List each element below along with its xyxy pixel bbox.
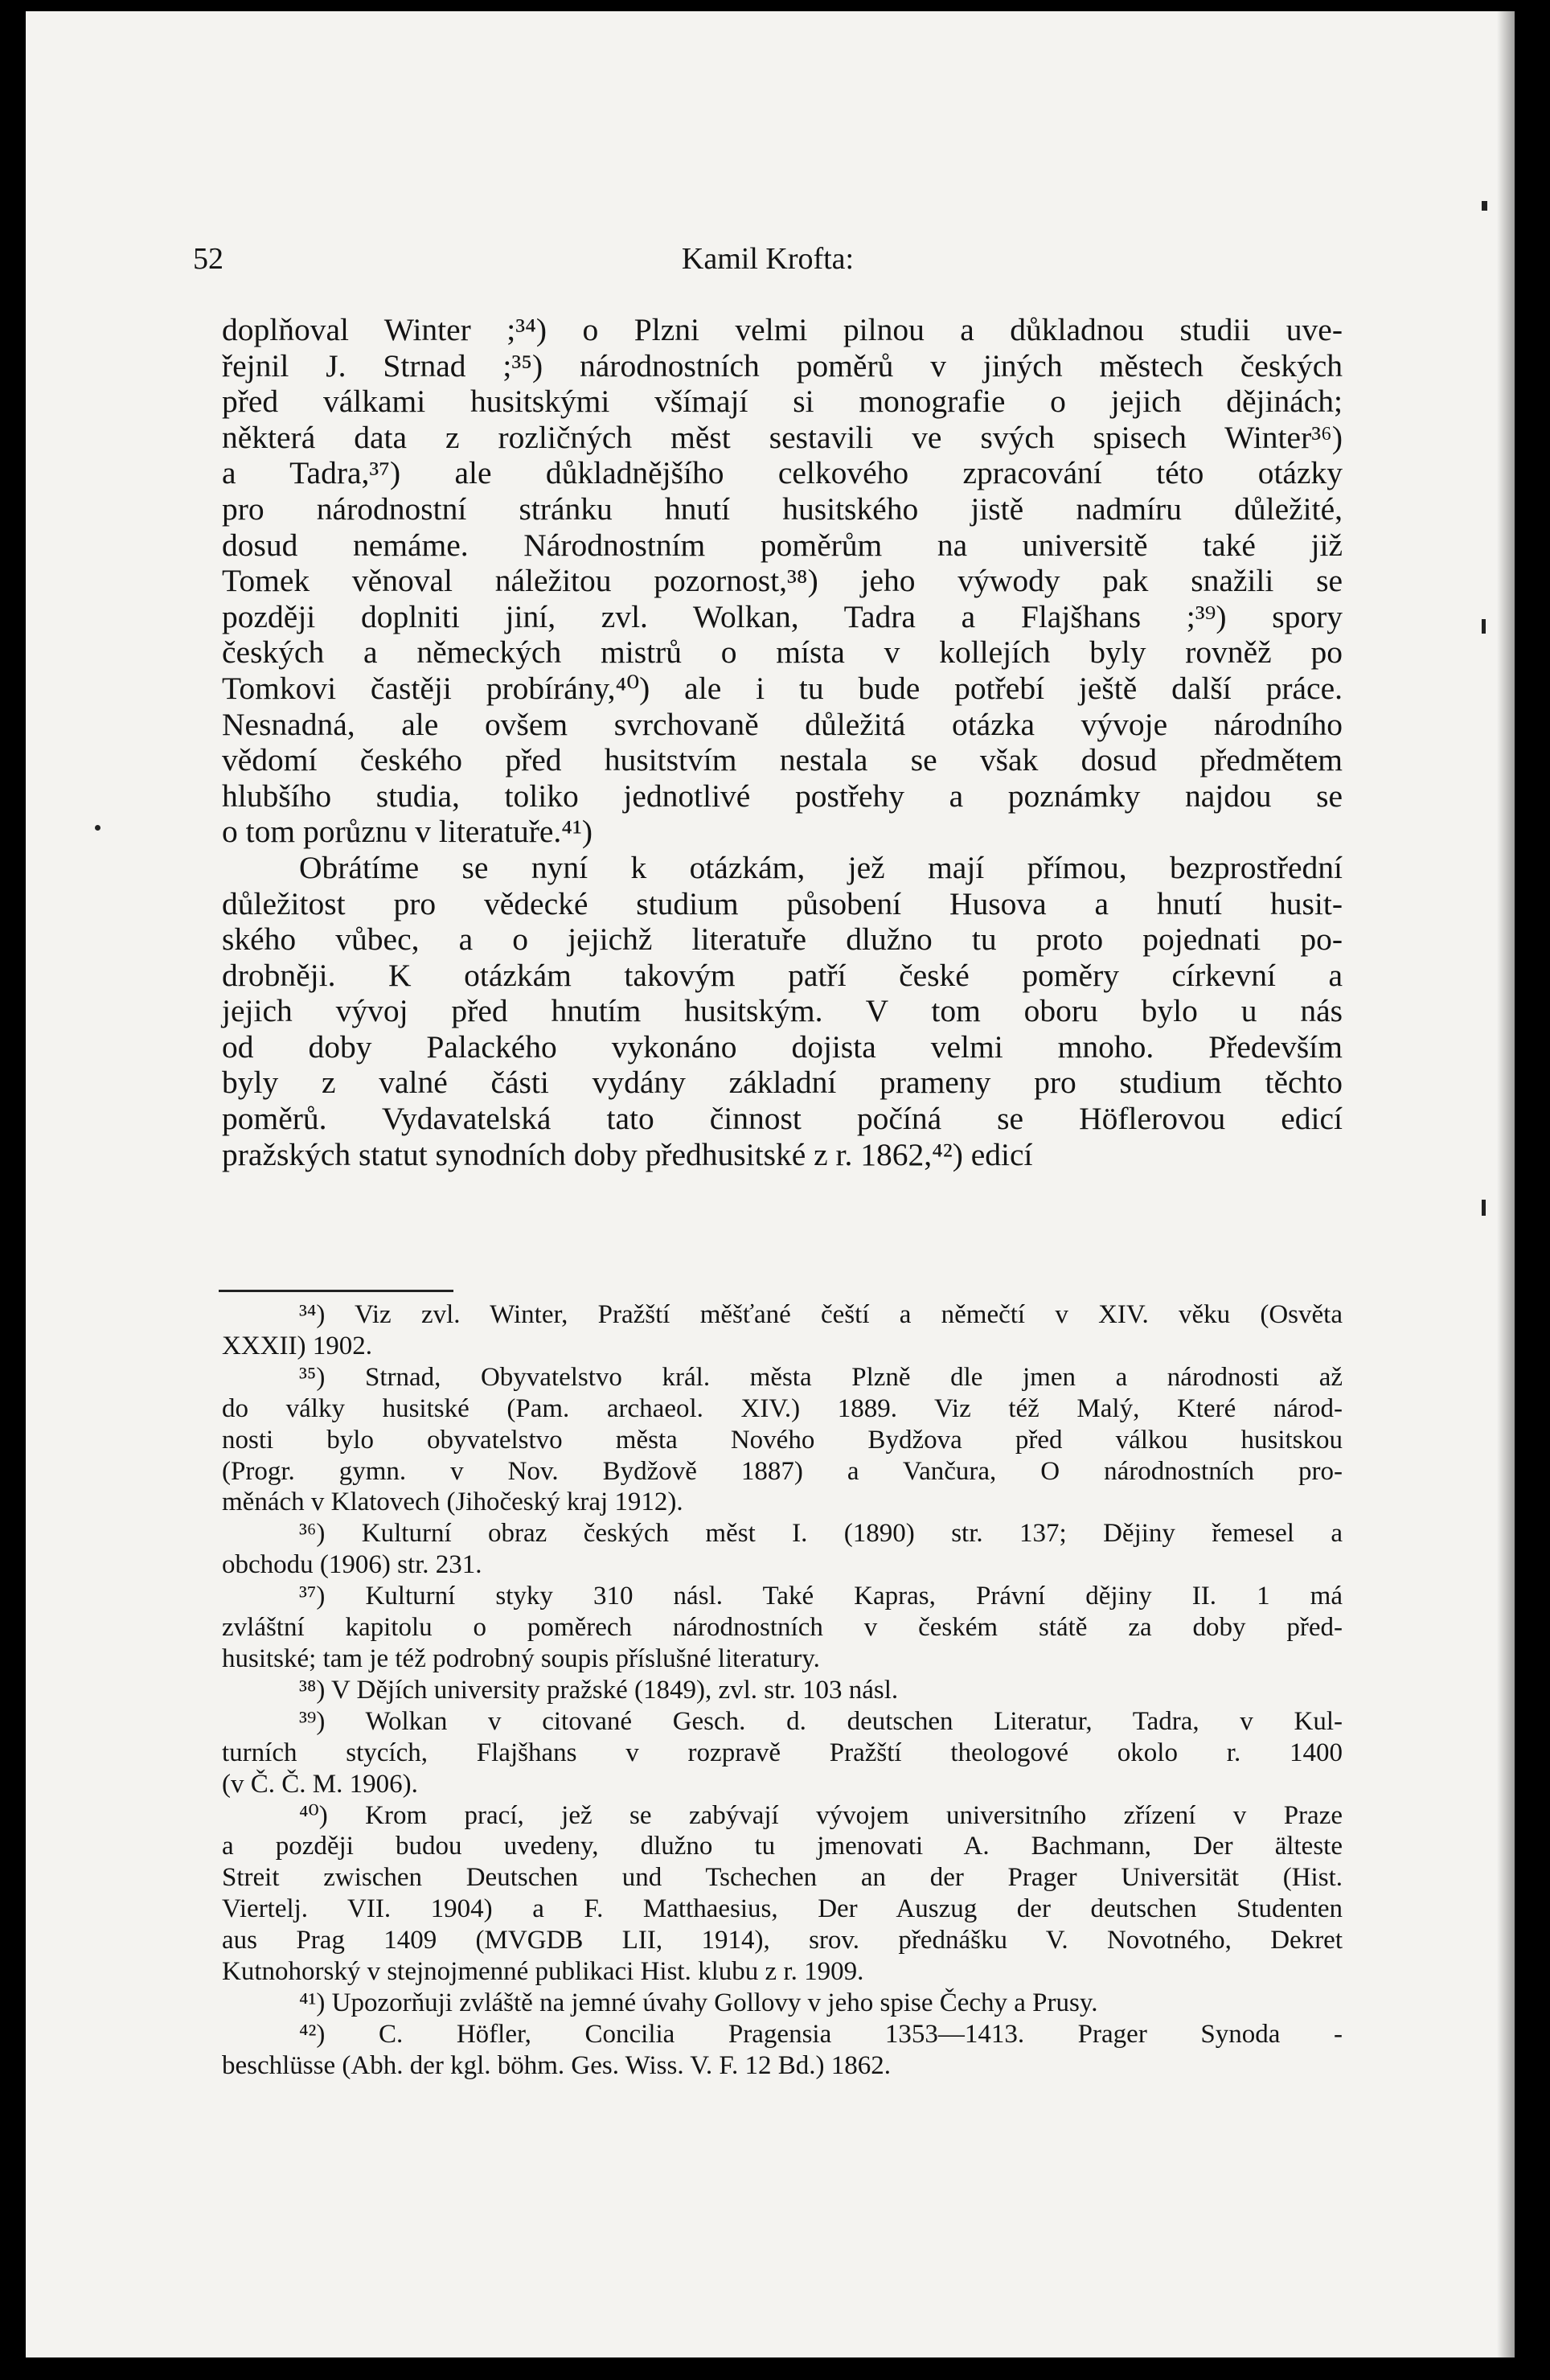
scan-mark [1482, 1200, 1486, 1216]
body-line: řejnil J. Strnad ;³⁵) národnostních poměrů v jiných městech českých [222, 347, 1343, 384]
footnote-line: ³⁴) Viz zvl. Winter, Pražští měšťané čeští a němečtí v XIV. věku (Osvěta [299, 1300, 1343, 1329]
footnote-line: ³⁷) Kulturní styky 310 násl. Také Kapras, Právní dějiny II. 1 má [299, 1582, 1343, 1611]
body-line: Tomek věnoval náležitou pozornost,³⁸) jeho výwody pak snažili se [222, 563, 1343, 599]
body-line: Obrátíme se nyní k otázkám, jež mají přímou, bezprostřední [299, 849, 1343, 885]
footnote-line: Kutnohorský v stejnojmenné publikaci Hist. klubu z r. 1909. [222, 1957, 864, 1987]
body-line: Tomkovi častěji probírány,⁴⁰) ale i tu bude potřebí ještě další práce. [222, 670, 1343, 706]
body-line: později doplniti jiní, zvl. Wolkan, Tadra a Flajšhans ;³⁹) spory [222, 598, 1343, 634]
footnote-line: ³⁹) Wolkan v citované Gesch. d. deutschen Literatur, Tadra, v Kul- [299, 1706, 1343, 1736]
footnote-line: turních stycích, Flajšhans v rozpravě Pražští theologové okolo r. 1400 [222, 1738, 1343, 1767]
footnote-line: měnách v Klatovech (Jihočeský kraj 1912). [222, 1488, 683, 1517]
scan-mark [95, 825, 100, 831]
body-line: před válkami husitskými všímají si monografie o jejich dějinách; [222, 384, 1343, 420]
body-line: o tom porůznu v literatuře.⁴¹) [222, 814, 593, 850]
body-line: poměrů. Vydavatelská tato činnost počíná se Höflerovou edicí [222, 1101, 1343, 1137]
body-line: pro národnostní stránku hnutí husitského jistě nadmíru důležité, [222, 490, 1343, 527]
footnote-line: ⁴²) C. Höfler, Concilia Pragensia 1353—1413. Prager Synoda - [299, 2019, 1343, 2049]
body-line: byly z valné části vydány základní prameny pro studium těchto [222, 1065, 1343, 1101]
body-line: hlubšího studia, toliko jednotlivé postřehy a poznámky najdou se [222, 778, 1343, 814]
body-line: Nesnadná, ale ovšem svrchovaně důležitá otázka vývoje národního [222, 706, 1343, 742]
footnote-line: (v Č. Č. M. 1906). [222, 1769, 418, 1799]
scan-mark [1482, 201, 1487, 211]
body-line: a Tadra,³⁷) ale důkladnějšího celkového zpracování této otázky [222, 455, 1343, 491]
footnote-line: ³⁶) Kulturní obraz českých měst I. (1890) str. 137; Dějiny řemesel a [299, 1519, 1343, 1549]
footnote-line: obchodu (1906) str. 231. [222, 1550, 482, 1580]
footnote-line: Streit zwischen Deutschen und Tschechen an der Prager Universität (Hist. [222, 1863, 1343, 1893]
footnote-line: ⁴⁰) Krom prací, jež se zabývají vývojem universitního zřízení v Praze [299, 1800, 1343, 1830]
body-line: některá data z rozličných měst sestavili ve svých spisech Winter³⁶) [222, 419, 1343, 455]
footnote-line: XXXII) 1902. [222, 1331, 372, 1360]
footnote-line: ³⁸) V Dějích university pražské (1849), zvl. str. 103 násl. [299, 1675, 899, 1705]
page-header [193, 241, 1343, 289]
body-line: drobněji. K otázkám takovým patří české poměry církevní a [222, 957, 1343, 993]
footnote-line: aus Prag 1409 (MVGDB LII, 1914), srov. přednášku V. Novotného, Dekret [222, 1926, 1343, 1955]
footnote-line: (Progr. gymn. v Nov. Bydžově 1887) a Vančura, O národnostních pro- [222, 1456, 1343, 1486]
scan-mark [1482, 619, 1486, 634]
body-line: českých a německých mistrů o místa v kollejích byly rovněž po [222, 634, 1343, 671]
body-line: jejich vývoj před hnutím husitským. V tom oboru bylo u nás [222, 993, 1343, 1029]
footnote-line: Viertelj. VII. 1904) a F. Matthaesius, Der Auszug der deutschen Studenten [222, 1894, 1343, 1924]
footnote-line: nosti bylo obyvatelstvo města Nového Bydžova před válkou husitskou [222, 1425, 1343, 1455]
main-text [222, 312, 1343, 1172]
body-line: pražských statut synodních doby předhusitské z r. 1862,⁴²) edicí [222, 1136, 1033, 1172]
footnote-line: husitské; tam je též podrobný soupis příslušné literatury. [222, 1643, 820, 1673]
page-number: 52 [193, 242, 223, 276]
footnote-line: beschlüsse (Abh. der kgl. böhm. Ges. Wiss. V. F. 12 Bd.) 1862. [222, 2050, 892, 2080]
page-edge-shadow [1497, 11, 1515, 2357]
footnote-line: ³⁵) Strnad, Obyvatelstvo král. města Plzně dle jmen a národnosti až [299, 1362, 1343, 1392]
footnote-line: zvláštní kapitolu o poměrech národnostních v českém státě za doby před- [222, 1613, 1343, 1643]
body-line: dosud nemáme. Národnostním poměrům na universitě také již [222, 527, 1343, 563]
body-line: doplňoval Winter ;³⁴) o Plzni velmi pilnou a důkladnou studii uve- [222, 312, 1343, 347]
body-line: od doby Palackého vykonáno dojista velmi mnoho. Především [222, 1028, 1343, 1065]
footnotes [222, 1299, 1343, 2082]
footnote-line: a později budou uvedeny, dlužno tu jmenovati A. Bachmann, Der älteste [222, 1832, 1343, 1861]
footnote-line: do války husitské (Pam. archaeol. XIV.) 1889. Viz též Malý, Které národ- [222, 1393, 1343, 1423]
body-line: vědomí českého před husitstvím nestala se však dosud předmětem [222, 742, 1343, 778]
footnote-separator [219, 1290, 453, 1292]
running-title: Kamil Krofta: [681, 242, 855, 276]
body-line: ského vůbec, a o jejichž literatuře dlužno tu proto pojednati po- [222, 921, 1343, 958]
footnote-line: ⁴¹) Upozorňuji zvláště na jemné úvahy Gollovy v jeho spise Čechy a Prusy. [299, 1988, 1098, 2017]
body-line: důležitost pro vědecké studium působení Husova a hnutí husit- [222, 885, 1343, 921]
